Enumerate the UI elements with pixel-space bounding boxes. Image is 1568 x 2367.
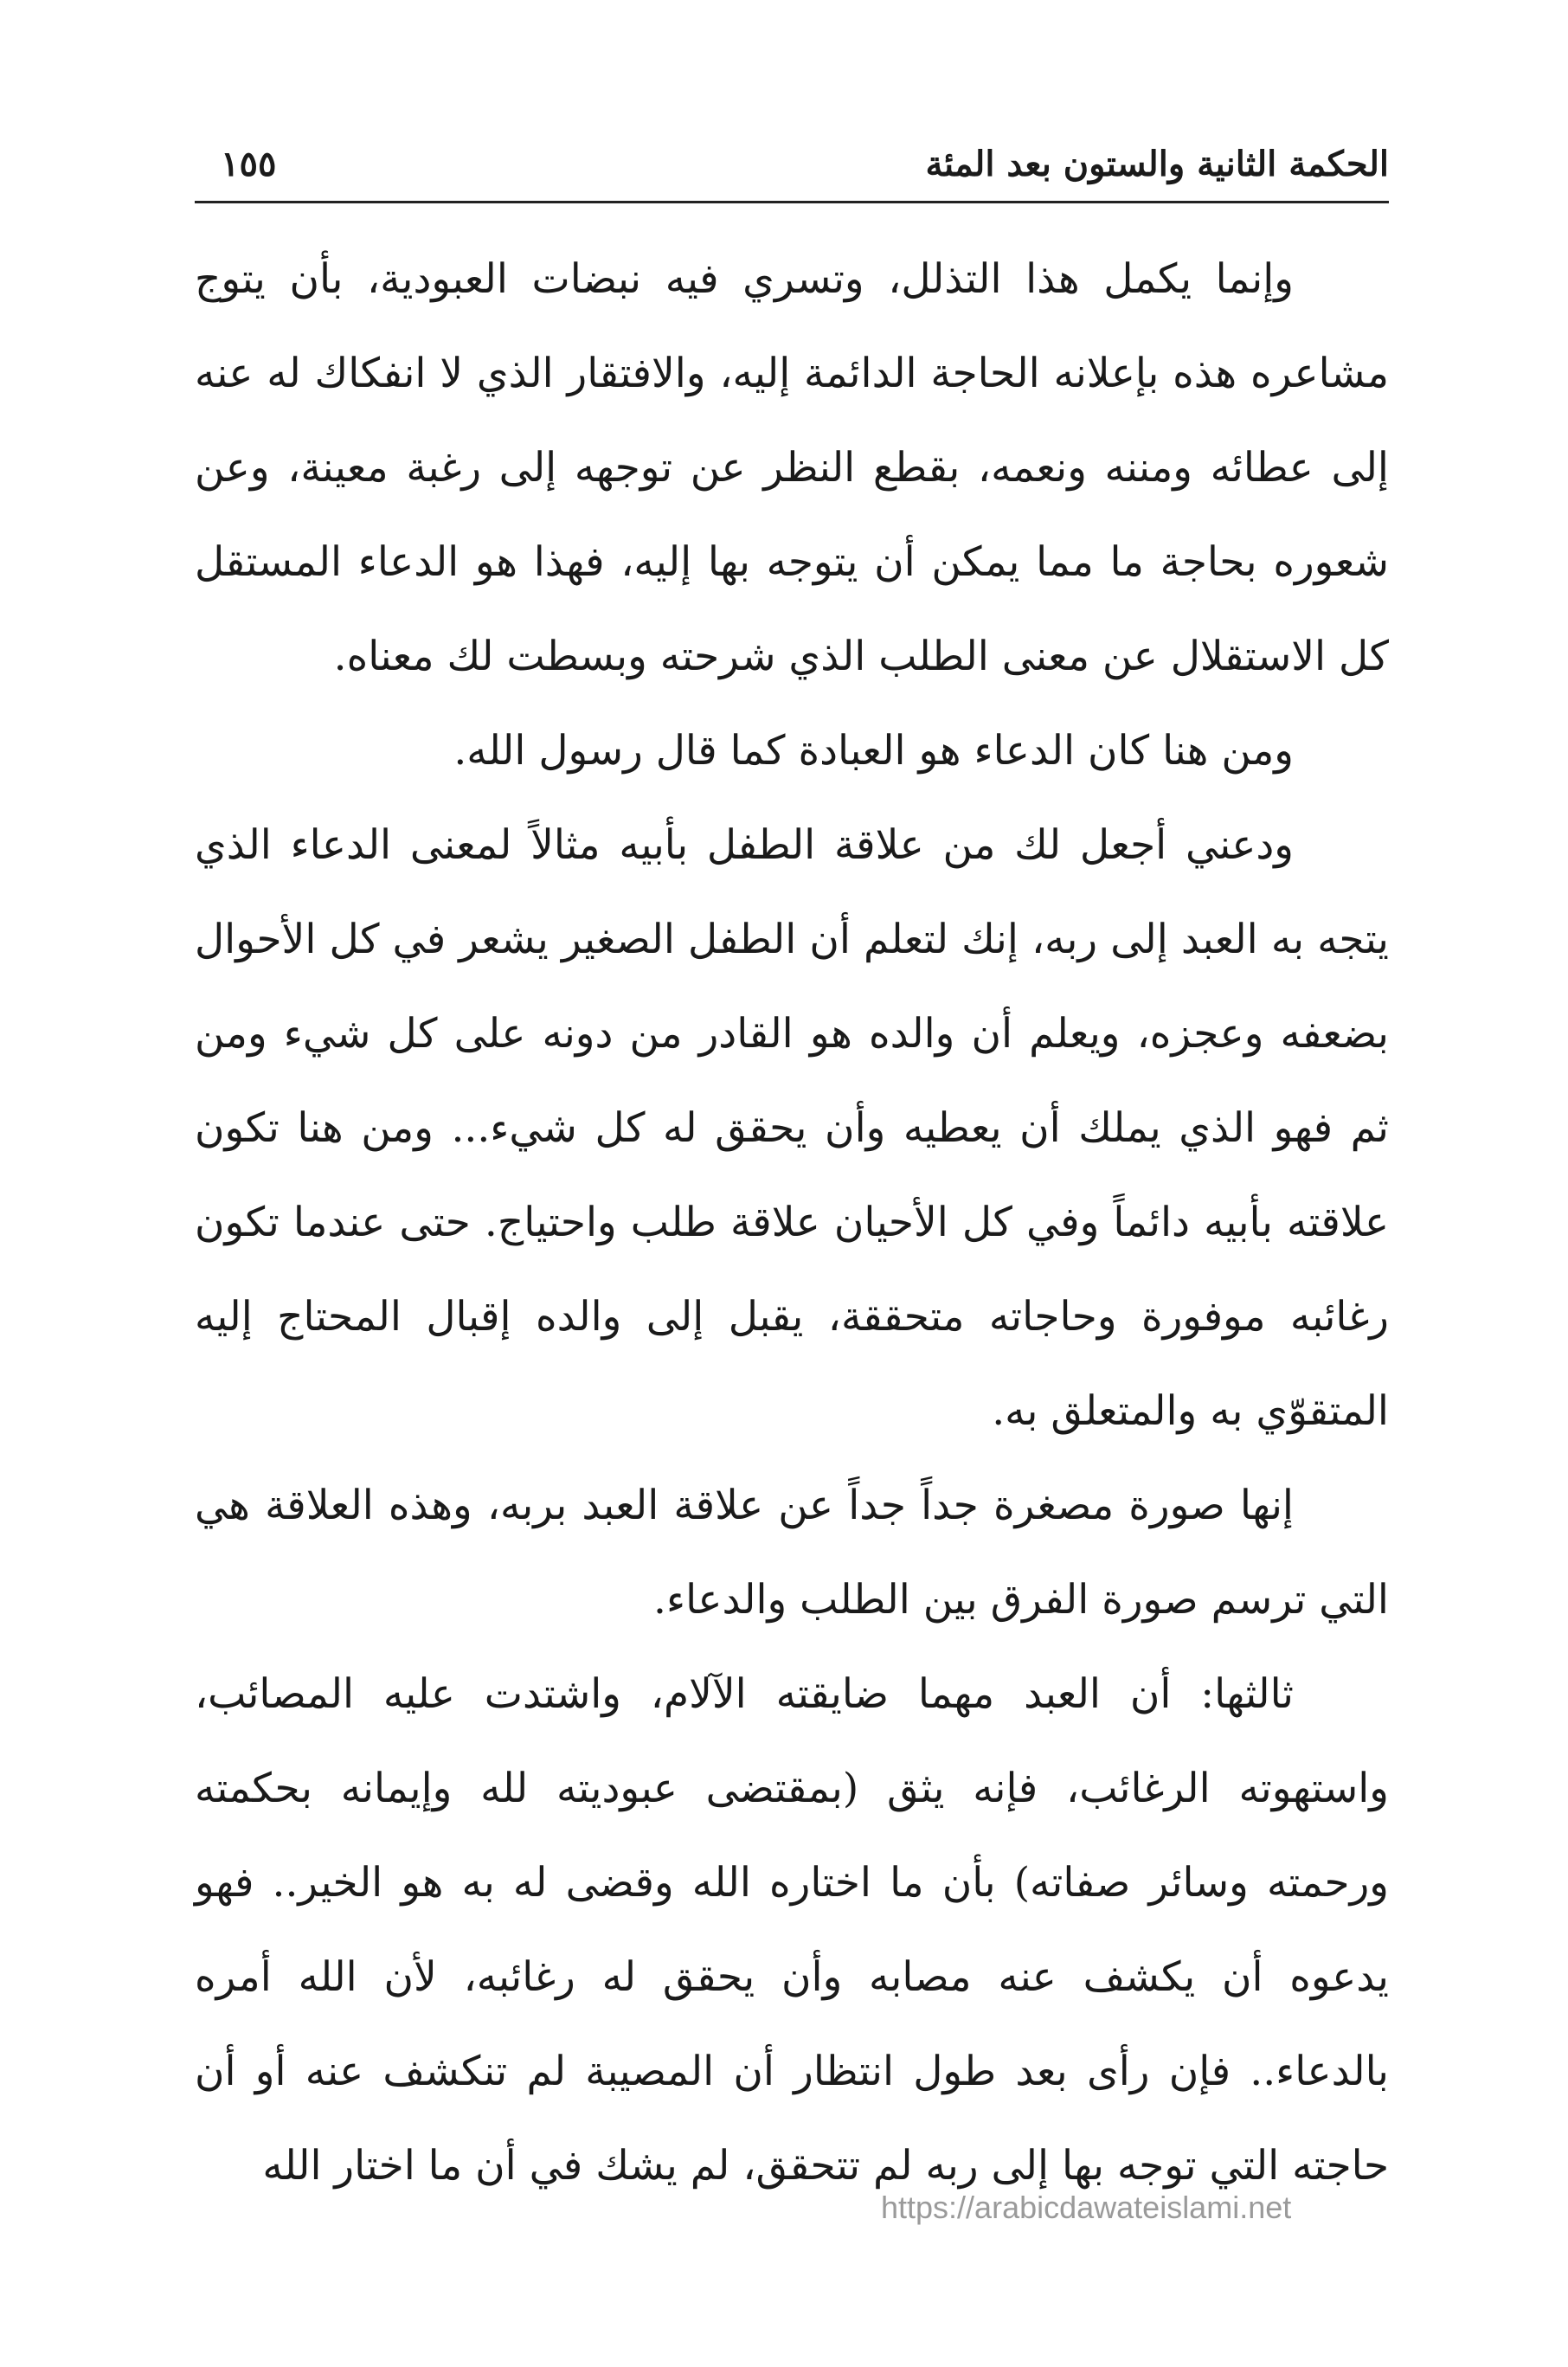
paragraph: وإنما يكمل هذا التذلل، وتسري فيه نبضات العبودية، بأن يتوج مشاعره هذه بإعلانه الحاجة الدائمة إليه، والافتقار الذي لا انفكاك له عنه إلى عطائه ومننه ونعمه، بقطع النظر عن توجهه إلى رغبة معينة، وعن شعوره بحاجة ما مما يمكن أن يتوجه بها إليه، فهذا هو الدعاء المستقل كل الاستقلال عن معنى الطلب الذي شرحته وبسطت لك معناه. (195, 255, 1389, 680)
paragraph: إنها صورة مصغرة جداً جداً عن علاقة العبد بربه، وهذه العلاقة هي التي ترسم صورة الفرق بين الطلب والدعاء. (195, 1482, 1389, 1624)
body-text (195, 232, 1389, 2213)
page-number: ١٥٥ (221, 144, 277, 184)
header-divider (195, 201, 1389, 203)
paragraph: ثالثها: أن العبد مهما ضايقته الآلام، واشتدت عليه المصائب، واستهوته الرغائب، فإنه يثق (بمقتضى عبوديته لله وإيمانه بحكمته ورحمته وسائر صفاته) بأن ما اختاره الله وقضى له به هو الخير.. فهو يدعوه أن يكشف عنه مصابه وأن يحقق له رغائبه، لأن الله أمره بالدعاء.. فإن رأى بعد طول انتظار أن المصيبة لم تنكشف عنه أو أن حاجته التي توجه بها إلى ربه لم تتحقق، لم يشك في أن ما اختار الله (195, 1670, 1389, 2190)
chapter-title: الحكمة الثانية والستون بعد المئة (925, 144, 1389, 184)
page-header (195, 138, 1389, 199)
paragraph: ومن هنا كان الدعاء هو العبادة كما قال رسول الله. (453, 727, 1294, 775)
watermark-url: https://arabicdawateislami.net (881, 2190, 1292, 2225)
paragraph: ودعني أجعل لك من علاقة الطفل بأبيه مثالاً لمعنى الدعاء الذي يتجه به العبد إلى ربه، إنك لتعلم أن الطفل الصغير يشعر في كل الأحوال بضعفه وعجزه، ويعلم أن والده هو القادر من دونه على كل شيء ومن ثم فهو الذي يملك أن يعطيه وأن يحقق له كل شيء... ومن هنا تكون علاقته بأبيه دائماً وفي كل الأحيان علاقة طلب واحتياج. حتى عندما تكون رغائبه موفورة وحاجاته متحققة، يقبل إلى والده إقبال المحتاج إليه المتقوّي به والمتعلق به. (195, 821, 1389, 1435)
